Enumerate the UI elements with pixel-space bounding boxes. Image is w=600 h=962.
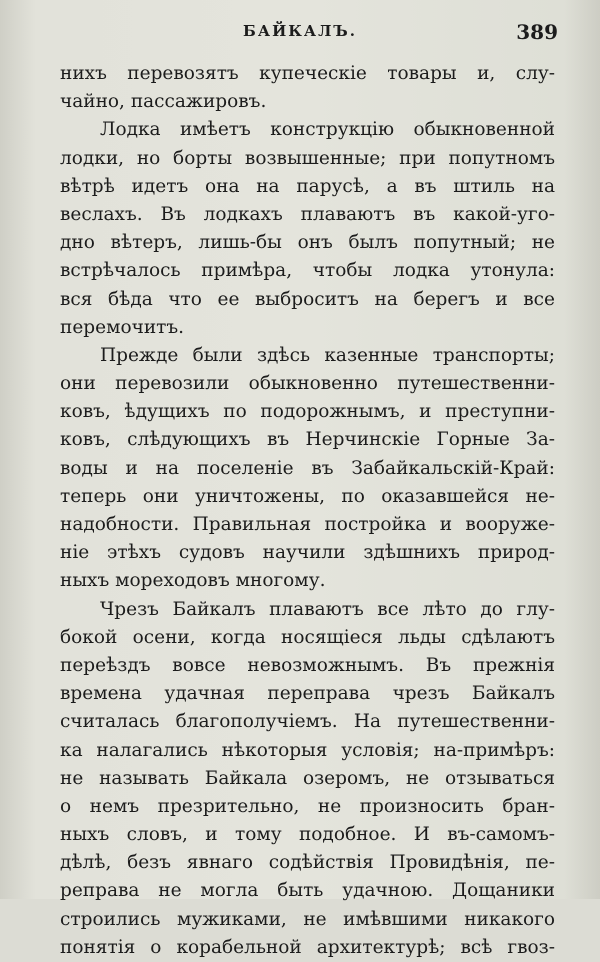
text-line: о немъ презрительно, не произносить бран- (60, 795, 555, 817)
text-line: надобности. Правильная постройка и вооруже- (60, 514, 555, 535)
text-line: чайно, пассажировъ. (60, 91, 267, 113)
text-line: они перевозили обыкновенно путешественни- (60, 373, 555, 395)
text-line: дно вѣтеръ, лишь-бы онъ былъ попутный; не (60, 232, 555, 254)
text-line: ка налагались нѣкоторыя условія; на-примѣръ: (60, 739, 555, 761)
text-line: бокой осени, когда носящіеся льды сдѣлаютъ (60, 626, 555, 648)
text-line: вся бѣда что ее выброситъ на берегъ и все (60, 288, 555, 310)
text-line: ковъ, слѣдующихъ въ Нерчинскіе Горные За- (60, 429, 555, 451)
text-line: переѣздъ вовсе невозможнымъ. Въ прежнія (60, 654, 555, 676)
text-line: понятія о корабельной архитектурѣ; всѣ гвоз- (60, 936, 555, 958)
text-line: не называть Байкала озеромъ, не отзываться (60, 767, 555, 789)
text-line: дѣлѣ, безъ явнаго содѣйствія Провидѣнія, пе- (60, 852, 555, 874)
text-line: лодки, но борты возвышенные; при попутномъ (60, 147, 555, 169)
text-line: Чрезъ Байкалъ плаваютъ все лѣто до глу- (100, 598, 555, 620)
text-line: реправа не могла быть удачною. Дощаники (60, 880, 555, 902)
text-line: воды и на поселеніе въ Забайкальскій-Край: (60, 457, 555, 479)
text-line: ныхъ мореходовъ многому. (60, 570, 326, 592)
text-line: ковъ, ѣдущихъ по подорожнымъ, и преступни- (60, 401, 555, 423)
text-line: теперь они уничтожены, по оказавшейся не- (60, 485, 555, 507)
text-line: веслахъ. Въ лодкахъ плаваютъ въ какой-уго- (60, 203, 555, 225)
text-line: Прежде были здѣсь казенные транспорты; (100, 344, 555, 366)
text-line: ныхъ словъ, и тому подобное. И въ-самомъ- (60, 824, 555, 846)
text-line: строились мужиками, не имѣвшими никакого (60, 908, 555, 930)
text-line: вѣтрѣ идетъ она на парусѣ, а въ штиль на (60, 175, 555, 197)
text-line: Лодка имѣетъ конструкцію обыкновенной (100, 119, 555, 141)
text-line: ніе этѣхъ судовъ научили здѣшнихъ природ- (60, 542, 555, 564)
text-line: встрѣчалось примѣра, чтобы лодка утонула: (60, 260, 555, 282)
text-line: считалась благополучіемъ. На путешественни- (60, 711, 555, 733)
text-line: перемочитъ. (60, 316, 185, 338)
text-line: нихъ перевозятъ купеческіе товары и, слу- (60, 63, 555, 84)
page-number: 389 (516, 20, 558, 44)
text-line: времена удачная переправа чрезъ Байкалъ (60, 683, 555, 705)
text-body (60, 60, 555, 962)
running-head (0, 20, 600, 46)
running-title: БАЙКАЛЪ. (243, 22, 357, 40)
